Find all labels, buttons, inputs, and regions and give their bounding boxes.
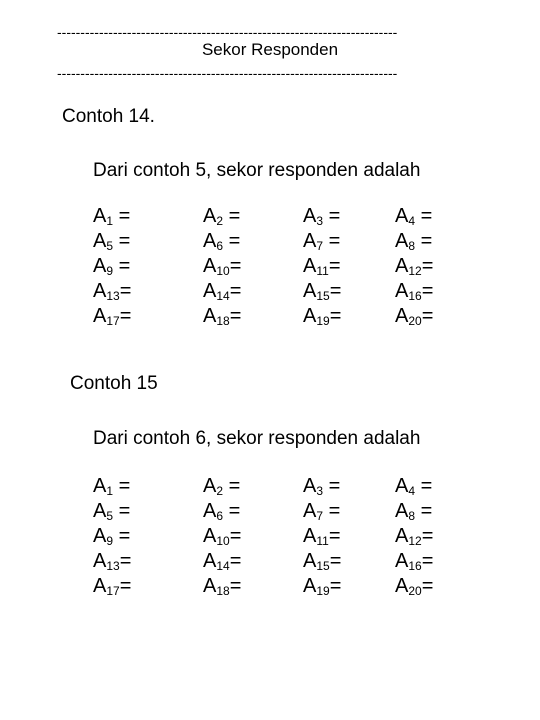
score-cell <box>303 279 341 303</box>
score-cell <box>203 474 240 498</box>
variable-letter: A <box>395 575 409 597</box>
variable-letter: A <box>303 305 317 327</box>
score-cell <box>203 279 241 303</box>
variable-subscript: 19 <box>316 584 330 598</box>
variable-letter: A <box>395 525 409 547</box>
top-dashed-rule: ------------------------------------------------------------------------- <box>57 24 398 40</box>
equals-sign: = <box>113 205 131 227</box>
score-cell <box>203 574 241 598</box>
variable-letter: A <box>203 305 217 327</box>
score-row <box>93 204 493 229</box>
score-cell <box>93 279 131 303</box>
equals-sign: = <box>229 550 242 572</box>
score-cell <box>93 549 131 573</box>
score-cell <box>303 229 340 253</box>
equals-sign: = <box>229 525 242 547</box>
score-cell <box>203 229 240 253</box>
variable-subscript: 16 <box>408 289 422 303</box>
score-grid-contoh-15 <box>93 474 493 599</box>
equals-sign: = <box>328 255 341 277</box>
variable-letter: A <box>303 550 317 572</box>
variable-letter: A <box>93 255 107 277</box>
variable-letter: A <box>395 500 409 522</box>
equals-sign: = <box>113 500 131 522</box>
equals-sign: = <box>421 575 434 597</box>
section-intro-contoh-15: Dari contoh 6, sekor responden adalah <box>93 428 421 449</box>
variable-letter: A <box>303 500 317 522</box>
score-cell <box>395 254 433 278</box>
variable-letter: A <box>395 305 409 327</box>
variable-subscript: 12 <box>408 264 422 278</box>
equals-sign: = <box>223 500 241 522</box>
variable-letter: A <box>303 525 317 547</box>
score-cell <box>203 204 240 228</box>
score-cell <box>93 304 131 328</box>
variable-subscript: 14 <box>216 289 230 303</box>
variable-subscript: 2 <box>216 484 224 498</box>
score-cell <box>303 304 341 328</box>
variable-subscript: 15 <box>316 289 330 303</box>
equals-sign: = <box>415 205 433 227</box>
equals-sign: = <box>415 475 433 497</box>
score-row <box>93 549 493 574</box>
variable-subscript: 3 <box>316 484 324 498</box>
variable-letter: A <box>203 280 217 302</box>
variable-subscript: 10 <box>216 534 230 548</box>
equals-sign: = <box>323 500 341 522</box>
equals-sign: = <box>323 205 341 227</box>
score-row <box>93 574 493 599</box>
equals-sign: = <box>328 525 341 547</box>
variable-letter: A <box>203 255 217 277</box>
equals-sign: = <box>229 280 242 302</box>
score-row <box>93 524 493 549</box>
score-cell <box>395 499 432 523</box>
section-intro-contoh-14: Dari contoh 5, sekor responden adalah <box>93 160 421 181</box>
score-cell <box>303 524 341 548</box>
equals-sign: = <box>113 525 131 547</box>
variable-letter: A <box>395 255 409 277</box>
score-row <box>93 499 493 524</box>
equals-sign: = <box>421 550 434 572</box>
variable-letter: A <box>93 550 107 572</box>
variable-subscript: 5 <box>106 239 114 253</box>
score-row <box>93 229 493 254</box>
score-cell <box>395 279 433 303</box>
variable-subscript: 3 <box>316 214 324 228</box>
variable-letter: A <box>93 575 107 597</box>
equals-sign: = <box>119 575 132 597</box>
equals-sign: = <box>329 575 342 597</box>
score-cell <box>303 474 340 498</box>
page-title: Sekor Responden <box>201 40 339 59</box>
variable-subscript: 19 <box>316 314 330 328</box>
score-cell <box>395 524 433 548</box>
variable-letter: A <box>395 230 409 252</box>
score-cell <box>203 254 241 278</box>
equals-sign: = <box>323 475 341 497</box>
score-row <box>93 279 493 304</box>
score-cell <box>395 549 433 573</box>
variable-letter: A <box>93 280 107 302</box>
variable-subscript: 8 <box>408 239 416 253</box>
score-cell <box>303 204 340 228</box>
score-cell <box>203 499 240 523</box>
variable-letter: A <box>93 500 107 522</box>
variable-letter: A <box>203 475 217 497</box>
equals-sign: = <box>421 280 434 302</box>
variable-subscript: 18 <box>216 314 230 328</box>
equals-sign: = <box>421 255 434 277</box>
variable-letter: A <box>203 525 217 547</box>
variable-subscript: 9 <box>106 264 114 278</box>
variable-subscript: 11 <box>316 534 329 548</box>
score-row <box>93 254 493 279</box>
equals-sign: = <box>229 575 242 597</box>
score-cell <box>395 204 432 228</box>
score-grid-contoh-14 <box>93 204 493 329</box>
score-cell <box>303 574 341 598</box>
variable-letter: A <box>303 475 317 497</box>
variable-letter: A <box>303 205 317 227</box>
variable-subscript: 7 <box>316 239 324 253</box>
variable-letter: A <box>93 475 107 497</box>
equals-sign: = <box>229 305 242 327</box>
score-cell <box>303 499 340 523</box>
score-cell <box>203 524 241 548</box>
equals-sign: = <box>415 500 433 522</box>
variable-letter: A <box>203 500 217 522</box>
equals-sign: = <box>329 550 342 572</box>
equals-sign: = <box>119 305 132 327</box>
variable-subscript: 8 <box>408 509 416 523</box>
equals-sign: = <box>119 550 132 572</box>
score-cell <box>303 549 341 573</box>
score-cell <box>203 304 241 328</box>
variable-letter: A <box>303 230 317 252</box>
equals-sign: = <box>421 305 434 327</box>
section-label-contoh-15: Contoh 15 <box>70 373 158 394</box>
score-cell <box>93 474 130 498</box>
variable-subscript: 6 <box>216 509 224 523</box>
variable-subscript: 16 <box>408 559 422 573</box>
score-cell <box>395 304 433 328</box>
variable-subscript: 6 <box>216 239 224 253</box>
equals-sign: = <box>223 475 241 497</box>
variable-letter: A <box>203 230 217 252</box>
variable-subscript: 4 <box>408 484 416 498</box>
variable-subscript: 20 <box>408 584 422 598</box>
score-cell <box>303 254 341 278</box>
variable-letter: A <box>93 230 107 252</box>
equals-sign: = <box>329 280 342 302</box>
variable-subscript: 17 <box>106 314 120 328</box>
score-cell <box>93 254 130 278</box>
variable-subscript: 5 <box>106 509 114 523</box>
variable-subscript: 15 <box>316 559 330 573</box>
equals-sign: = <box>223 205 241 227</box>
equals-sign: = <box>421 525 434 547</box>
score-cell <box>93 229 130 253</box>
variable-subscript: 7 <box>316 509 324 523</box>
variable-subscript: 13 <box>106 559 120 573</box>
variable-subscript: 1 <box>106 484 114 498</box>
score-cell <box>395 229 432 253</box>
variable-subscript: 10 <box>216 264 230 278</box>
variable-subscript: 12 <box>408 534 422 548</box>
equals-sign: = <box>113 255 131 277</box>
variable-letter: A <box>395 205 409 227</box>
score-row <box>93 474 493 499</box>
score-row <box>93 304 493 329</box>
variable-subscript: 1 <box>106 214 114 228</box>
equals-sign: = <box>119 280 132 302</box>
variable-subscript: 18 <box>216 584 230 598</box>
score-cell <box>93 499 130 523</box>
section-label-contoh-14: Contoh 14. <box>62 106 155 127</box>
variable-subscript: 2 <box>216 214 224 228</box>
bottom-dashed-rule: ------------------------------------------------------------------------- <box>57 65 398 81</box>
equals-sign: = <box>229 255 242 277</box>
score-cell <box>93 574 131 598</box>
variable-letter: A <box>203 205 217 227</box>
score-cell <box>203 549 241 573</box>
score-cell <box>395 474 432 498</box>
variable-subscript: 20 <box>408 314 422 328</box>
variable-letter: A <box>93 305 107 327</box>
variable-letter: A <box>303 255 317 277</box>
equals-sign: = <box>323 230 341 252</box>
equals-sign: = <box>223 230 241 252</box>
variable-letter: A <box>303 280 317 302</box>
equals-sign: = <box>113 230 131 252</box>
variable-subscript: 11 <box>316 264 329 278</box>
variable-subscript: 14 <box>216 559 230 573</box>
score-cell <box>395 574 433 598</box>
variable-subscript: 9 <box>106 534 114 548</box>
variable-subscript: 4 <box>408 214 416 228</box>
variable-letter: A <box>395 280 409 302</box>
variable-letter: A <box>203 550 217 572</box>
variable-letter: A <box>93 525 107 547</box>
variable-letter: A <box>303 575 317 597</box>
score-cell <box>93 524 130 548</box>
equals-sign: = <box>329 305 342 327</box>
variable-letter: A <box>93 205 107 227</box>
variable-letter: A <box>203 575 217 597</box>
variable-subscript: 17 <box>106 584 120 598</box>
variable-subscript: 13 <box>106 289 120 303</box>
variable-letter: A <box>395 550 409 572</box>
variable-letter: A <box>395 475 409 497</box>
score-cell <box>93 204 130 228</box>
equals-sign: = <box>415 230 433 252</box>
equals-sign: = <box>113 475 131 497</box>
